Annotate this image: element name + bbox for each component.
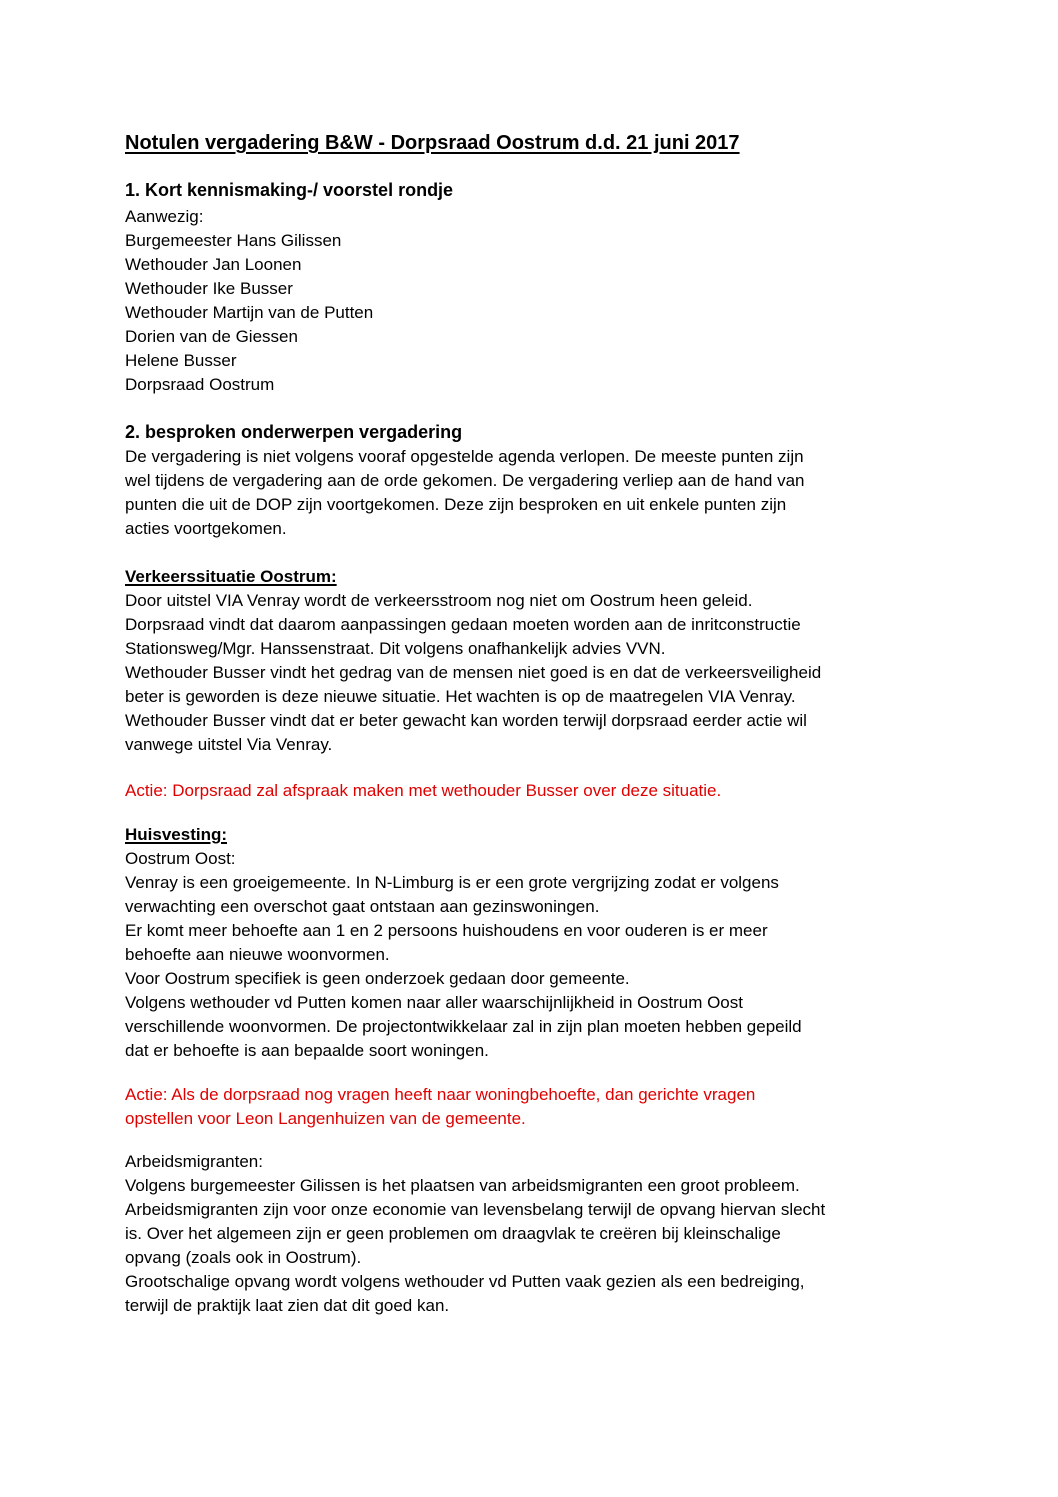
section-1-heading [125, 177, 935, 203]
housing-paragraph-line: verwachting een overschot gaat ontstaan aan gezinswoningen. [125, 897, 600, 916]
traffic-paragraph-line: Dorpsraad vindt dat daarom aanpassingen gedaan moeten worden aan de inritconstructie [125, 615, 801, 634]
migrants-paragraph-line: opvang (zoals ook in Oostrum). [125, 1248, 362, 1267]
traffic-paragraph-line: Wethouder Busser vindt het gedrag van de mensen niet goed is en dat de verkeersveiligheid [125, 663, 822, 682]
attendees-list-line: Dorpsraad Oostrum [125, 375, 275, 394]
document-title-line: Notulen vergadering B&W - Dorpsraad Oostrum d.d. 21 juni 2017 [125, 132, 740, 154]
attendees-list-line: Dorien van de Giessen [125, 327, 298, 346]
section-1-heading-line: 1. Kort kennismaking-/ voorstel rondje [125, 180, 454, 200]
migrants-label [125, 1150, 935, 1174]
section-2-paragraph-line: acties voortgekomen. [125, 519, 287, 538]
attendees-list-line: Burgemeester Hans Gilissen [125, 231, 342, 250]
section-2-paragraph-line: wel tijdens de vergadering aan de orde gekomen. De vergadering verliep aan de hand van [125, 471, 805, 490]
housing-paragraph-line: dat er behoefte is aan bepaalde soort woningen. [125, 1041, 489, 1060]
migrants-paragraph-line: is. Over het algemeen zijn er geen problemen om draagvlak te creëren bij kleinschalige [125, 1224, 781, 1243]
section-2-paragraph-line: punten die uit de DOP zijn voortgekomen. Deze zijn besproken en uit enkele punten zijn [125, 495, 787, 514]
document-content [125, 129, 935, 1318]
housing-paragraph-line: verschillende woonvormen. De projectontwikkelaar zal in zijn plan moeten hebben gepeild [125, 1017, 802, 1036]
traffic-heading [125, 565, 935, 589]
housing-paragraph-line: Voor Oostrum specifiek is geen onderzoek gedaan door gemeente. [125, 969, 630, 988]
housing-heading-line: Huisvesting: [125, 825, 228, 844]
migrants-paragraph-line: Arbeidsmigranten zijn voor onze economie van levensbelang terwijl de opvang hiervan slecht [125, 1200, 826, 1219]
traffic-heading-line: Verkeerssituatie Oostrum: [125, 567, 337, 586]
traffic-paragraph [125, 589, 935, 757]
attendees-list [125, 205, 935, 397]
traffic-paragraph-line: beter is geworden is deze nieuwe situatie. Het wachten is op de maatregelen VIA Venray. [125, 687, 796, 706]
action-housing-line: opstellen voor Leon Langenhuizen van de gemeente. [125, 1109, 526, 1128]
action-traffic-line: Actie: Dorpsraad zal afspraak maken met wethouder Busser over deze situatie. [125, 781, 722, 800]
section-2-paragraph-line: De vergadering is niet volgens vooraf opgestelde agenda verlopen. De meeste punten zijn [125, 447, 804, 466]
housing-paragraph-line: Er komt meer behoefte aan 1 en 2 persoons huishoudens en voor ouderen is er meer [125, 921, 768, 940]
attendees-list-line: Wethouder Jan Loonen [125, 255, 302, 274]
traffic-paragraph-line: Door uitstel VIA Venray wordt de verkeersstroom nog niet om Oostrum heen geleid. [125, 591, 753, 610]
housing-paragraph [125, 847, 935, 1063]
traffic-paragraph-line: vanwege uitstel Via Venray. [125, 735, 333, 754]
attendees-list-line: Wethouder Martijn van de Putten [125, 303, 374, 322]
migrants-paragraph-line: Grootschalige opvang wordt volgens wethouder vd Putten vaak gezien als een bedreiging, [125, 1272, 805, 1291]
traffic-paragraph-line: Wethouder Busser vindt dat er beter gewacht kan worden terwijl dorpsraad eerder actie wil [125, 711, 807, 730]
section-2-heading-line: 2. besproken onderwerpen vergadering [125, 422, 463, 442]
housing-heading [125, 823, 935, 847]
housing-paragraph-line: behoefte aan nieuwe woonvormen. [125, 945, 390, 964]
attendees-list-line: Wethouder Ike Busser [125, 279, 293, 298]
action-housing-line: Actie: Als de dorpsraad nog vragen heeft naar woningbehoefte, dan gerichte vragen [125, 1085, 756, 1104]
migrants-paragraph [125, 1174, 935, 1318]
migrants-paragraph-line: Volgens burgemeester Gilissen is het plaatsen van arbeidsmigranten een groot probleem. [125, 1176, 800, 1195]
housing-paragraph-line: Venray is een groeigemeente. In N-Limburg is er een grote vergrijzing zodat er volgens [125, 873, 779, 892]
attendees-list-line: Aanwezig: [125, 207, 204, 226]
section-2-paragraph [125, 445, 935, 541]
document-title [125, 129, 935, 157]
action-traffic [125, 779, 935, 803]
migrants-paragraph-line: terwijl de praktijk laat zien dat dit goed kan. [125, 1296, 450, 1315]
housing-paragraph-line: Volgens wethouder vd Putten komen naar aller waarschijnlijkheid in Oostrum Oost [125, 993, 743, 1012]
housing-paragraph-line: Oostrum Oost: [125, 849, 236, 868]
attendees-list-line: Helene Busser [125, 351, 237, 370]
action-housing [125, 1083, 935, 1131]
traffic-paragraph-line: Stationsweg/Mgr. Hanssenstraat. Dit volgens onafhankelijk advies VVN. [125, 639, 666, 658]
migrants-label-line: Arbeidsmigranten: [125, 1152, 263, 1171]
section-2-heading [125, 419, 935, 445]
